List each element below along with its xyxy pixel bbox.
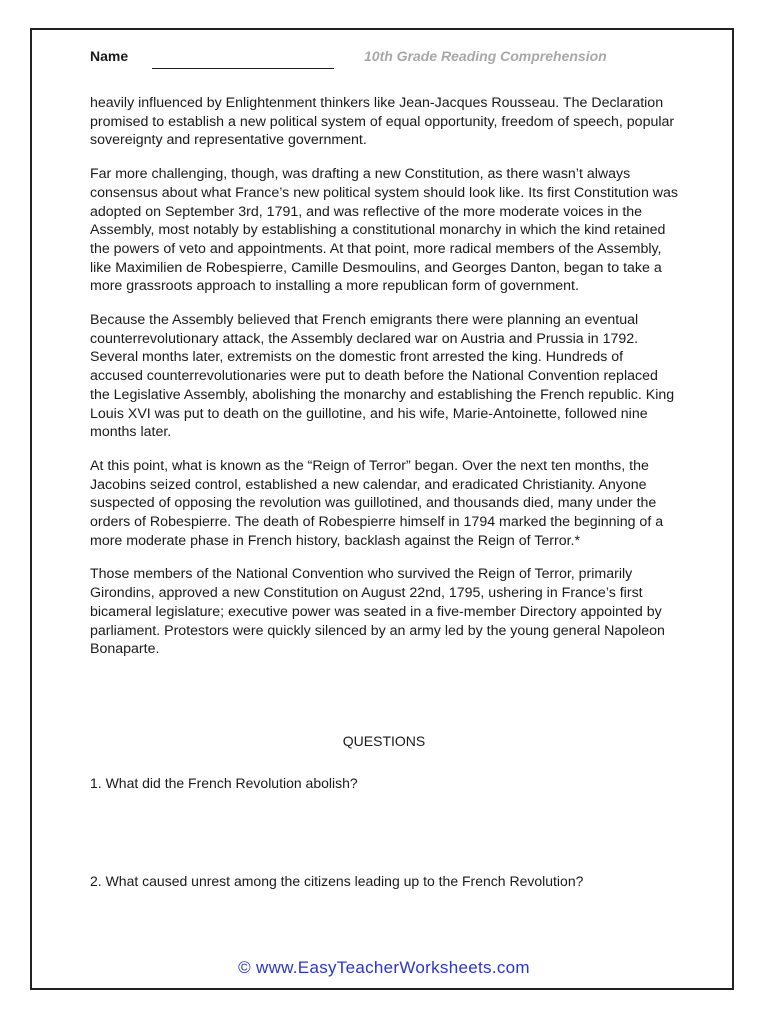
passage-paragraph-5: Those members of the National Convention who survived the Reign of Terror, primarily Girondins, approved a new Constitution on August 22nd, 1795, ushering in France’s first bicameral legislature; executive power was seated in a five-member Directory appointed by parliament. Protestors were quickly silenced by an army led by the young general Napoleon Bonaparte. [90,566,665,658]
passage-paragraph-1: heavily influenced by Enlightenment thinkers like Jean-Jacques Rousseau. The Declaration promised to establish a new political system of equal opportunity, freedom of speech, popular sovereignty and representative government. [90,95,675,149]
question-2: 2. What caused unrest among the citizens leading up to the French Revolution? [90,873,584,889]
name-label: Name [90,48,129,64]
worksheet-header [90,48,650,72]
passage-paragraph-4: At this point, what is known as the “Reign of Terror” began. Over the next ten months, the Jacobins seized control, established a new calendar, and eradicated Christianity. Anyone suspected of opposing the revolution was guillotined, and thousands died, many under the orders of Robespierre. The death of Robespierre himself in 1794 marked the beginning of a more moderate phase in French history, backlash against the Reign of Terror.* [90,457,664,549]
questions-heading: QUESTIONS [342,733,426,749]
worksheet-title: 10th Grade Reading Comprehension [364,48,607,64]
reading-passage [90,94,678,674]
name-blank-line[interactable] [152,68,334,69]
passage-paragraph-3: Because the Assembly believed that French emigrants there were planning an eventual counterrevolutionary attack, the Assembly declared war on Austria and Prussia in 1792. Several months later, extremists on the domestic front arrested the king. Hundreds of accused counterrevolutionaries were put to death before the National Convention replaced the Legislative Assembly, abolishing the monarchy and establishing the French republic. King Louis XVI was put to death on the guillotine, and his wife, Marie-Antoinette, followed nine months later. [90,312,675,441]
question-1: 1. What did the French Revolution abolish? [90,775,358,791]
footer-copyright-link[interactable]: © www.EasyTeacherWorksheets.com [238,958,530,977]
passage-paragraph-2: Far more challenging, though, was drafting a new Constitution, as there wasn’t always consensus about what France’s new political system should look like. Its first Constitution was adopted on September 3rd, 1791, and was reflective of the more moderate voices in the Assembly, most notably by establishing a constitutional monarchy in which the kind retained the powers of veto and appointments. At that point, more radical members of the Assembly, like Maximilien de Robespierre, Camille Desmoulins, and Georges Danton, began to take a more grassroots approach to installing a more republican form of government. [90,166,679,295]
